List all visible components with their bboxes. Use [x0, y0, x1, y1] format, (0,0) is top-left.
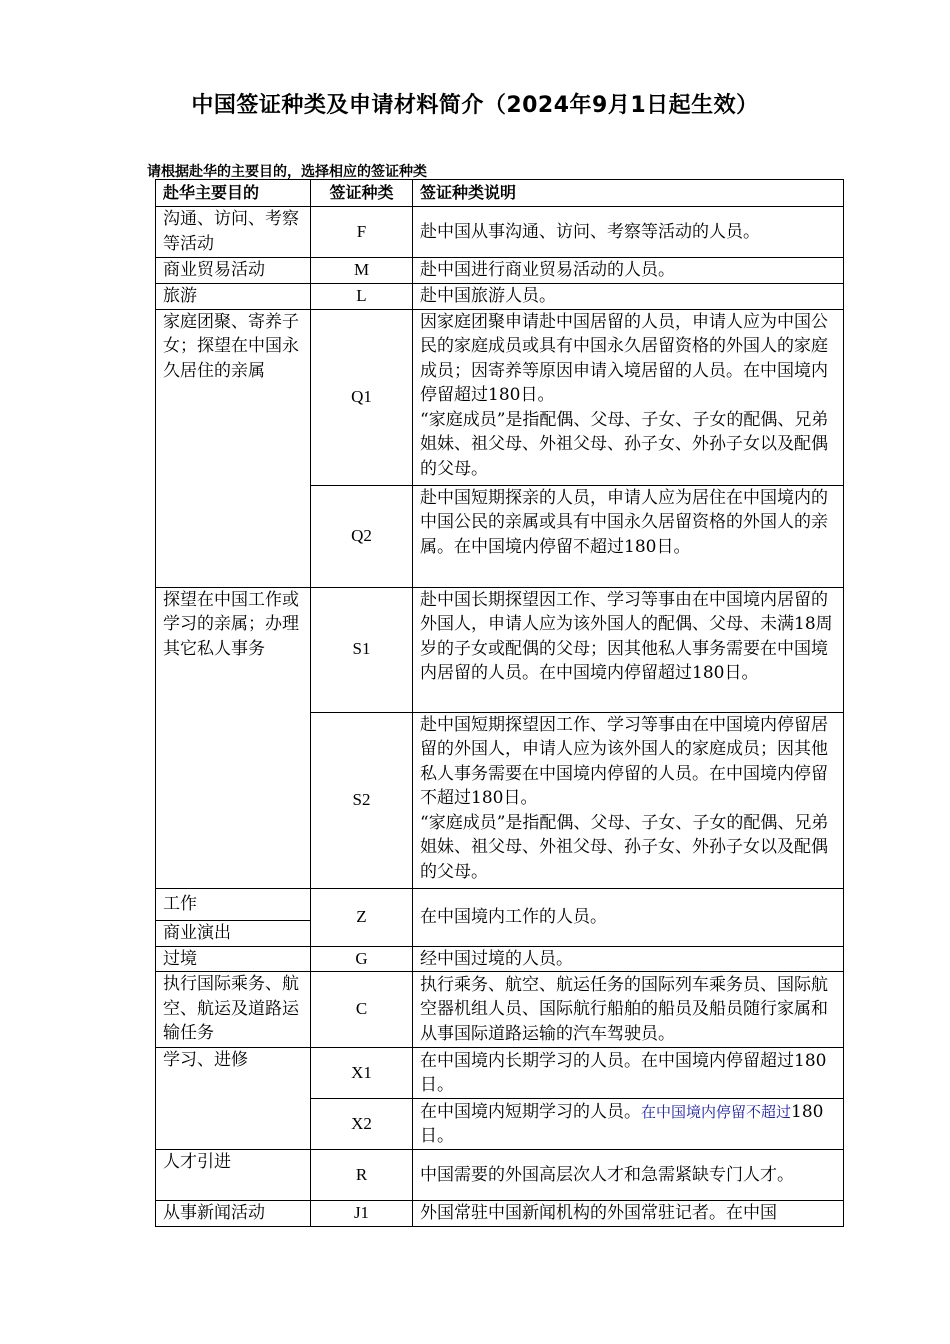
visa-code-cell: X1 — [311, 1048, 413, 1099]
purpose-cell: 从事新闻活动 — [156, 1201, 311, 1227]
table-header — [156, 180, 844, 207]
table-row — [156, 1201, 844, 1227]
purpose-cell: 旅游 — [156, 284, 311, 310]
description-cell: 赴中国旅游人员。 — [413, 284, 844, 310]
visa-code-cell: S1 — [311, 587, 413, 712]
visa-code-cell: G — [311, 946, 413, 972]
visa-code-cell: Z — [311, 888, 413, 946]
purpose-cell: 商业演出 — [156, 920, 311, 946]
purpose-cell: 人才引进 — [156, 1150, 311, 1201]
visa-code-cell: J1 — [311, 1201, 413, 1227]
table-row — [156, 1150, 844, 1201]
visa-code-cell: S2 — [311, 712, 413, 888]
highlighted-text: 在中国境内停留不超过 — [641, 1102, 792, 1121]
table-row — [156, 309, 844, 485]
description-text: 赴中国短期探望因工作、学习等事由在中国境内停留居留的外国人，申请人应为该外国人的家庭成员；因其他私人事务需要在中国境内停留的人员。在中国境内停留不超过180日。 — [420, 714, 828, 808]
table-row — [156, 284, 844, 310]
description-cell: 赴中国进行商业贸易活动的人员。 — [413, 258, 844, 284]
description-cell — [413, 1099, 844, 1150]
table-row — [156, 1048, 844, 1099]
description-cell: 在中国境内工作的人员。 — [413, 888, 844, 946]
purpose-cell: 家庭团聚、寄养子女；探望在中国永久居住的亲属 — [156, 309, 311, 587]
table-row — [156, 946, 844, 972]
description-text: 在中国境内短期学习的人员。 — [420, 1101, 641, 1122]
description-cell: 中国需要的外国高层次人才和急需紧缺专门人才。 — [413, 1150, 844, 1201]
description-text: 180日。 — [420, 1101, 824, 1146]
visa-code-cell: L — [311, 284, 413, 310]
description-cell: 执行乘务、航空、航运任务的国际列车乘务员、国际航空器机组人员、国际航行船舶的船员及船员随行家属和从事国际道路运输的汽车驾驶员。 — [413, 972, 844, 1048]
purpose-cell: 过境 — [156, 946, 311, 972]
description-cell: 赴中国从事沟通、访问、考察等活动的人员。 — [413, 207, 844, 258]
purpose-cell: 商业贸易活动 — [156, 258, 311, 284]
description-cell: 经中国过境的人员。 — [413, 946, 844, 972]
description-cell: 在中国境内长期学习的人员。在中国境内停留超过180日。 — [413, 1048, 844, 1099]
description-cell — [413, 712, 844, 888]
description-cell: 赴中国短期探亲的人员，申请人应为居住在中国境内的中国公民的亲属或具有中国永久居留资格的外国人的亲属。在中国境内停留不超过180日。 — [413, 485, 844, 587]
visa-code-cell: Q1 — [311, 309, 413, 485]
header-visa-description: 签证种类说明 — [413, 180, 844, 207]
family-member-note: “家庭成员”是指配偶、父母、子女、子女的配偶、兄弟姐妹、祖父母、外祖父母、孙子女、外孙子女以及配偶的父母。 — [420, 409, 829, 479]
purpose-cell: 执行国际乘务、航空、航运及道路运输任务 — [156, 972, 311, 1048]
purpose-cell: 学习、进修 — [156, 1048, 311, 1150]
visa-code-cell: M — [311, 258, 413, 284]
visa-code-cell: R — [311, 1150, 413, 1201]
header-purpose: 赴华主要目的 — [156, 180, 311, 207]
page-title: 中国签证种类及申请材料简介（2024年9月1日起生效） — [191, 93, 759, 118]
header-visa-type: 签证种类 — [311, 180, 413, 207]
description-text: 因家庭团聚申请赴中国居留的人员，申请人应为中国公民的家庭成员或具有中国永久居留资格的外国人的家庭成员；因寄养等原因申请入境居留的人员。在中国境内停留超过180日。 — [420, 311, 828, 405]
visa-code-cell: Q2 — [311, 485, 413, 587]
purpose-cell: 探望在中国工作或学习的亲属；办理其它私人事务 — [156, 587, 311, 888]
visa-code-cell: C — [311, 972, 413, 1048]
description-cell — [413, 309, 844, 485]
visa-table — [155, 179, 844, 1227]
description-cell: 赴中国长期探望因工作、学习等事由在中国境内居留的外国人，申请人应为该外国人的配偶、父母、未满18周岁的子女或配偶的父母；因其他私人事务需要在中国境内居留的人员。在中国境内停留超过180日。 — [413, 587, 844, 712]
table-row — [156, 258, 844, 284]
description-cell: 外国常驻中国新闻机构的外国常驻记者。在中国 — [413, 1201, 844, 1227]
table-row — [156, 207, 844, 258]
table-row — [156, 972, 844, 1048]
purpose-cell: 工作 — [156, 888, 311, 920]
family-member-note: “家庭成员”是指配偶、父母、子女、子女的配偶、兄弟姐妹、祖父母、外祖父母、孙子女、外孙子女以及配偶的父母。 — [420, 812, 829, 882]
visa-code-cell: X2 — [311, 1099, 413, 1150]
intro-text: 请根据赴华的主要目的，选择相应的签证种类 — [147, 164, 427, 180]
visa-code-cell: F — [311, 207, 413, 258]
purpose-cell: 沟通、访问、考察等活动 — [156, 207, 311, 258]
table-row — [156, 888, 844, 920]
table-row — [156, 587, 844, 712]
